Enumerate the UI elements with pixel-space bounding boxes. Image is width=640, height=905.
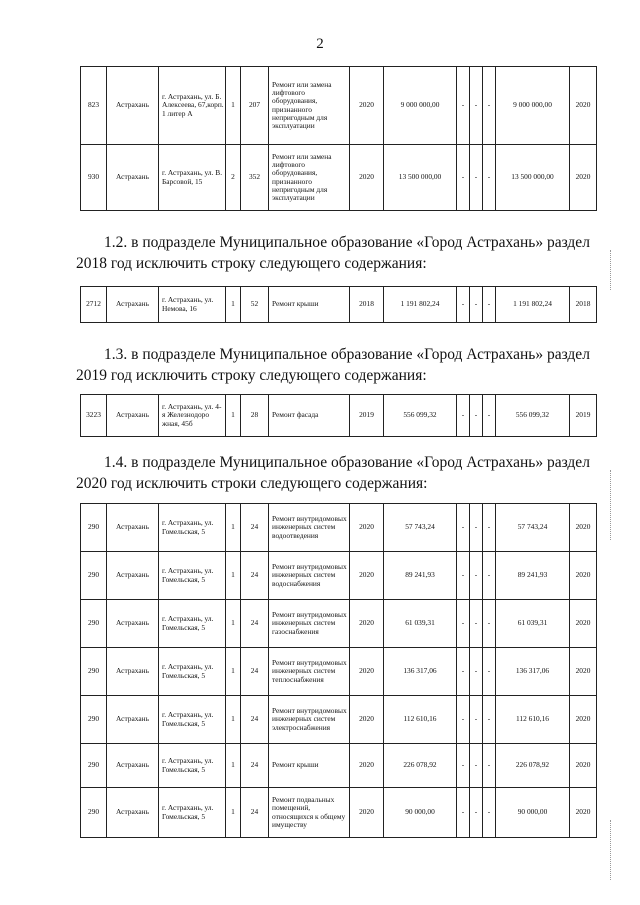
cell-c1: - (457, 744, 470, 788)
cell-c2: - (470, 67, 483, 145)
table-row (81, 648, 597, 696)
cell-id: 930 (81, 145, 107, 211)
cell-c3: - (483, 648, 496, 696)
cell-c2: - (470, 744, 483, 788)
cell-num: 2 (226, 145, 241, 211)
cell-id: 290 (81, 504, 107, 552)
cell-city: Астрахань (107, 600, 159, 648)
cell-address: г. Астрахань, ул. Гомельская, 5 (159, 552, 226, 600)
cell-year2: 2018 (570, 287, 597, 323)
cell-c1: - (457, 67, 470, 145)
cell-city: Астрахань (107, 504, 159, 552)
cell-c2: - (470, 600, 483, 648)
cell-total: 112 610,16 (496, 696, 570, 744)
cell-qty: 24 (241, 648, 269, 696)
cell-year2: 2020 (570, 552, 597, 600)
cell-num: 1 (226, 552, 241, 600)
cell-qty: 24 (241, 552, 269, 600)
cell-qty: 24 (241, 744, 269, 788)
cell-c2: - (470, 552, 483, 600)
cell-year2: 2020 (570, 67, 597, 145)
cell-year2: 2020 (570, 145, 597, 211)
cell-work: Ремонт фасада (269, 395, 350, 437)
cell-total: 556 099,32 (496, 395, 570, 437)
cell-c1: - (457, 395, 470, 437)
cell-work: Ремонт внутридомовых инженерных систем газоснабжения (269, 600, 350, 648)
cell-address: г. Астрахань, ул. Гомельская, 5 (159, 696, 226, 744)
cell-work: Ремонт подвальных помещений, относящихся к общему имуществу (269, 788, 350, 838)
cell-city: Астрахань (107, 552, 159, 600)
cell-sum: 90 000,00 (384, 788, 457, 838)
cell-address: г. Астрахань, ул. Гомельская, 5 (159, 744, 226, 788)
cell-year2: 2020 (570, 788, 597, 838)
cell-work: Ремонт или замена лифтового оборудования, признанного непригодным для эксплуатации (269, 67, 350, 145)
cell-id: 2712 (81, 287, 107, 323)
cell-num: 1 (226, 648, 241, 696)
cell-id: 290 (81, 552, 107, 600)
cell-id: 290 (81, 648, 107, 696)
cell-id: 290 (81, 788, 107, 838)
cell-c2: - (470, 395, 483, 437)
cell-num: 1 (226, 504, 241, 552)
table-row (81, 788, 597, 838)
cell-c2: - (470, 504, 483, 552)
cell-year: 2020 (350, 744, 384, 788)
cell-c3: - (483, 145, 496, 211)
table-row (81, 744, 597, 788)
cell-c2: - (470, 145, 483, 211)
section-1-2-text: 1.2. в подразделе Муниципальное образование «Город Астрахань» раздел 2018 год исключить строку следующего содержания: (76, 234, 590, 272)
cell-city: Астрахань (107, 395, 159, 437)
cell-city: Астрахань (107, 788, 159, 838)
cell-year: 2020 (350, 648, 384, 696)
cell-year: 2020 (350, 504, 384, 552)
cell-c2: - (470, 287, 483, 323)
cell-address: г. Астрахань, ул. Гомельская, 5 (159, 648, 226, 696)
cell-c1: - (457, 504, 470, 552)
cell-year2: 2020 (570, 504, 597, 552)
cell-c1: - (457, 552, 470, 600)
cell-c1: - (457, 145, 470, 211)
table-row (81, 395, 597, 437)
cell-city: Астрахань (107, 145, 159, 211)
cell-total: 226 078,92 (496, 744, 570, 788)
cell-sum: 556 099,32 (384, 395, 457, 437)
cell-sum: 226 078,92 (384, 744, 457, 788)
cell-year: 2019 (350, 395, 384, 437)
cell-qty: 24 (241, 788, 269, 838)
cell-sum: 57 743,24 (384, 504, 457, 552)
cell-num: 1 (226, 395, 241, 437)
cell-address: г. Астрахань, ул. Немова, 16 (159, 287, 226, 323)
section-1-3-text: 1.3. в подразделе Муниципальное образование «Город Астрахань» раздел 2019 год исключить строку следующего содержания: (76, 346, 590, 384)
table-lift-2020 (80, 66, 597, 211)
cell-year: 2020 (350, 600, 384, 648)
cell-sum: 112 610,16 (384, 696, 457, 744)
cell-num: 1 (226, 696, 241, 744)
margin-dots (610, 820, 612, 880)
cell-qty: 207 (241, 67, 269, 145)
cell-year2: 2020 (570, 744, 597, 788)
cell-year2: 2020 (570, 648, 597, 696)
margin-dots (610, 470, 612, 540)
cell-sum: 13 500 000,00 (384, 145, 457, 211)
table-row (81, 145, 597, 211)
cell-c3: - (483, 395, 496, 437)
cell-c1: - (457, 648, 470, 696)
table-row (81, 504, 597, 552)
table-2019 (80, 394, 597, 437)
cell-total: 90 000,00 (496, 788, 570, 838)
cell-id: 3223 (81, 395, 107, 437)
cell-qty: 24 (241, 696, 269, 744)
cell-work: Ремонт крыши (269, 744, 350, 788)
cell-num: 1 (226, 287, 241, 323)
cell-year: 2020 (350, 67, 384, 145)
cell-year: 2020 (350, 145, 384, 211)
cell-sum: 9 000 000,00 (384, 67, 457, 145)
cell-c1: - (457, 600, 470, 648)
cell-sum: 89 241,93 (384, 552, 457, 600)
cell-address: г. Астрахань, ул. Б. Алексеева, 67,корп. 1 литер А (159, 67, 226, 145)
margin-dots (610, 250, 612, 290)
cell-c1: - (457, 696, 470, 744)
cell-total: 13 500 000,00 (496, 145, 570, 211)
cell-c3: - (483, 67, 496, 145)
table-row (81, 67, 597, 145)
cell-sum: 1 191 802,24 (384, 287, 457, 323)
cell-address: г. Астрахань, ул. В. Барсовой, 15 (159, 145, 226, 211)
cell-city: Астрахань (107, 648, 159, 696)
cell-c2: - (470, 696, 483, 744)
cell-total: 61 039,31 (496, 600, 570, 648)
cell-city: Астрахань (107, 67, 159, 145)
page-number: 2 (316, 36, 324, 52)
cell-qty: 352 (241, 145, 269, 211)
cell-year2: 2019 (570, 395, 597, 437)
cell-year: 2020 (350, 788, 384, 838)
cell-c2: - (470, 788, 483, 838)
cell-work: Ремонт внутридомовых инженерных систем водоотведения (269, 504, 350, 552)
table-2018 (80, 286, 597, 323)
cell-address: г. Астрахань, ул. 4-я Железнодоро жная, 45б (159, 395, 226, 437)
cell-c1: - (457, 788, 470, 838)
cell-qty: 52 (241, 287, 269, 323)
cell-num: 1 (226, 788, 241, 838)
cell-num: 1 (226, 67, 241, 145)
cell-year: 2020 (350, 696, 384, 744)
cell-c3: - (483, 600, 496, 648)
cell-year2: 2020 (570, 600, 597, 648)
cell-city: Астрахань (107, 744, 159, 788)
cell-sum: 136 317,06 (384, 648, 457, 696)
cell-id: 290 (81, 744, 107, 788)
cell-id: 290 (81, 696, 107, 744)
table-row (81, 600, 597, 648)
cell-total: 136 317,06 (496, 648, 570, 696)
cell-c3: - (483, 287, 496, 323)
table-row (81, 696, 597, 744)
table-row (81, 287, 597, 323)
cell-total: 57 743,24 (496, 504, 570, 552)
cell-c3: - (483, 696, 496, 744)
cell-work: Ремонт внутридомовых инженерных систем теплоснабжения (269, 648, 350, 696)
cell-year: 2018 (350, 287, 384, 323)
cell-work: Ремонт крыши (269, 287, 350, 323)
cell-total: 9 000 000,00 (496, 67, 570, 145)
cell-qty: 28 (241, 395, 269, 437)
cell-qty: 24 (241, 600, 269, 648)
cell-c3: - (483, 552, 496, 600)
cell-id: 823 (81, 67, 107, 145)
cell-year: 2020 (350, 552, 384, 600)
cell-year2: 2020 (570, 696, 597, 744)
cell-num: 1 (226, 600, 241, 648)
table-row (81, 552, 597, 600)
cell-num: 1 (226, 744, 241, 788)
cell-c3: - (483, 788, 496, 838)
cell-work: Ремонт или замена лифтового оборудования, признанного непригодным для эксплуатации (269, 145, 350, 211)
table-gomelskaya-2020 (80, 503, 597, 838)
cell-address: г. Астрахань, ул. Гомельская, 5 (159, 788, 226, 838)
cell-total: 1 191 802,24 (496, 287, 570, 323)
cell-c1: - (457, 287, 470, 323)
cell-total: 89 241,93 (496, 552, 570, 600)
cell-qty: 24 (241, 504, 269, 552)
cell-work: Ремонт внутридомовых инженерных систем электроснабжения (269, 696, 350, 744)
cell-work: Ремонт внутридомовых инженерных систем водоснабжения (269, 552, 350, 600)
section-1-4-text: 1.4. в подразделе Муниципальное образование «Город Астрахань» раздел 2020 год исключить строки следующего содержания: (76, 454, 590, 492)
cell-address: г. Астрахань, ул. Гомельская, 5 (159, 600, 226, 648)
cell-sum: 61 039,31 (384, 600, 457, 648)
cell-c3: - (483, 504, 496, 552)
cell-c2: - (470, 648, 483, 696)
cell-c3: - (483, 744, 496, 788)
cell-city: Астрахань (107, 696, 159, 744)
cell-id: 290 (81, 600, 107, 648)
cell-address: г. Астрахань, ул. Гомельская, 5 (159, 504, 226, 552)
cell-city: Астрахань (107, 287, 159, 323)
